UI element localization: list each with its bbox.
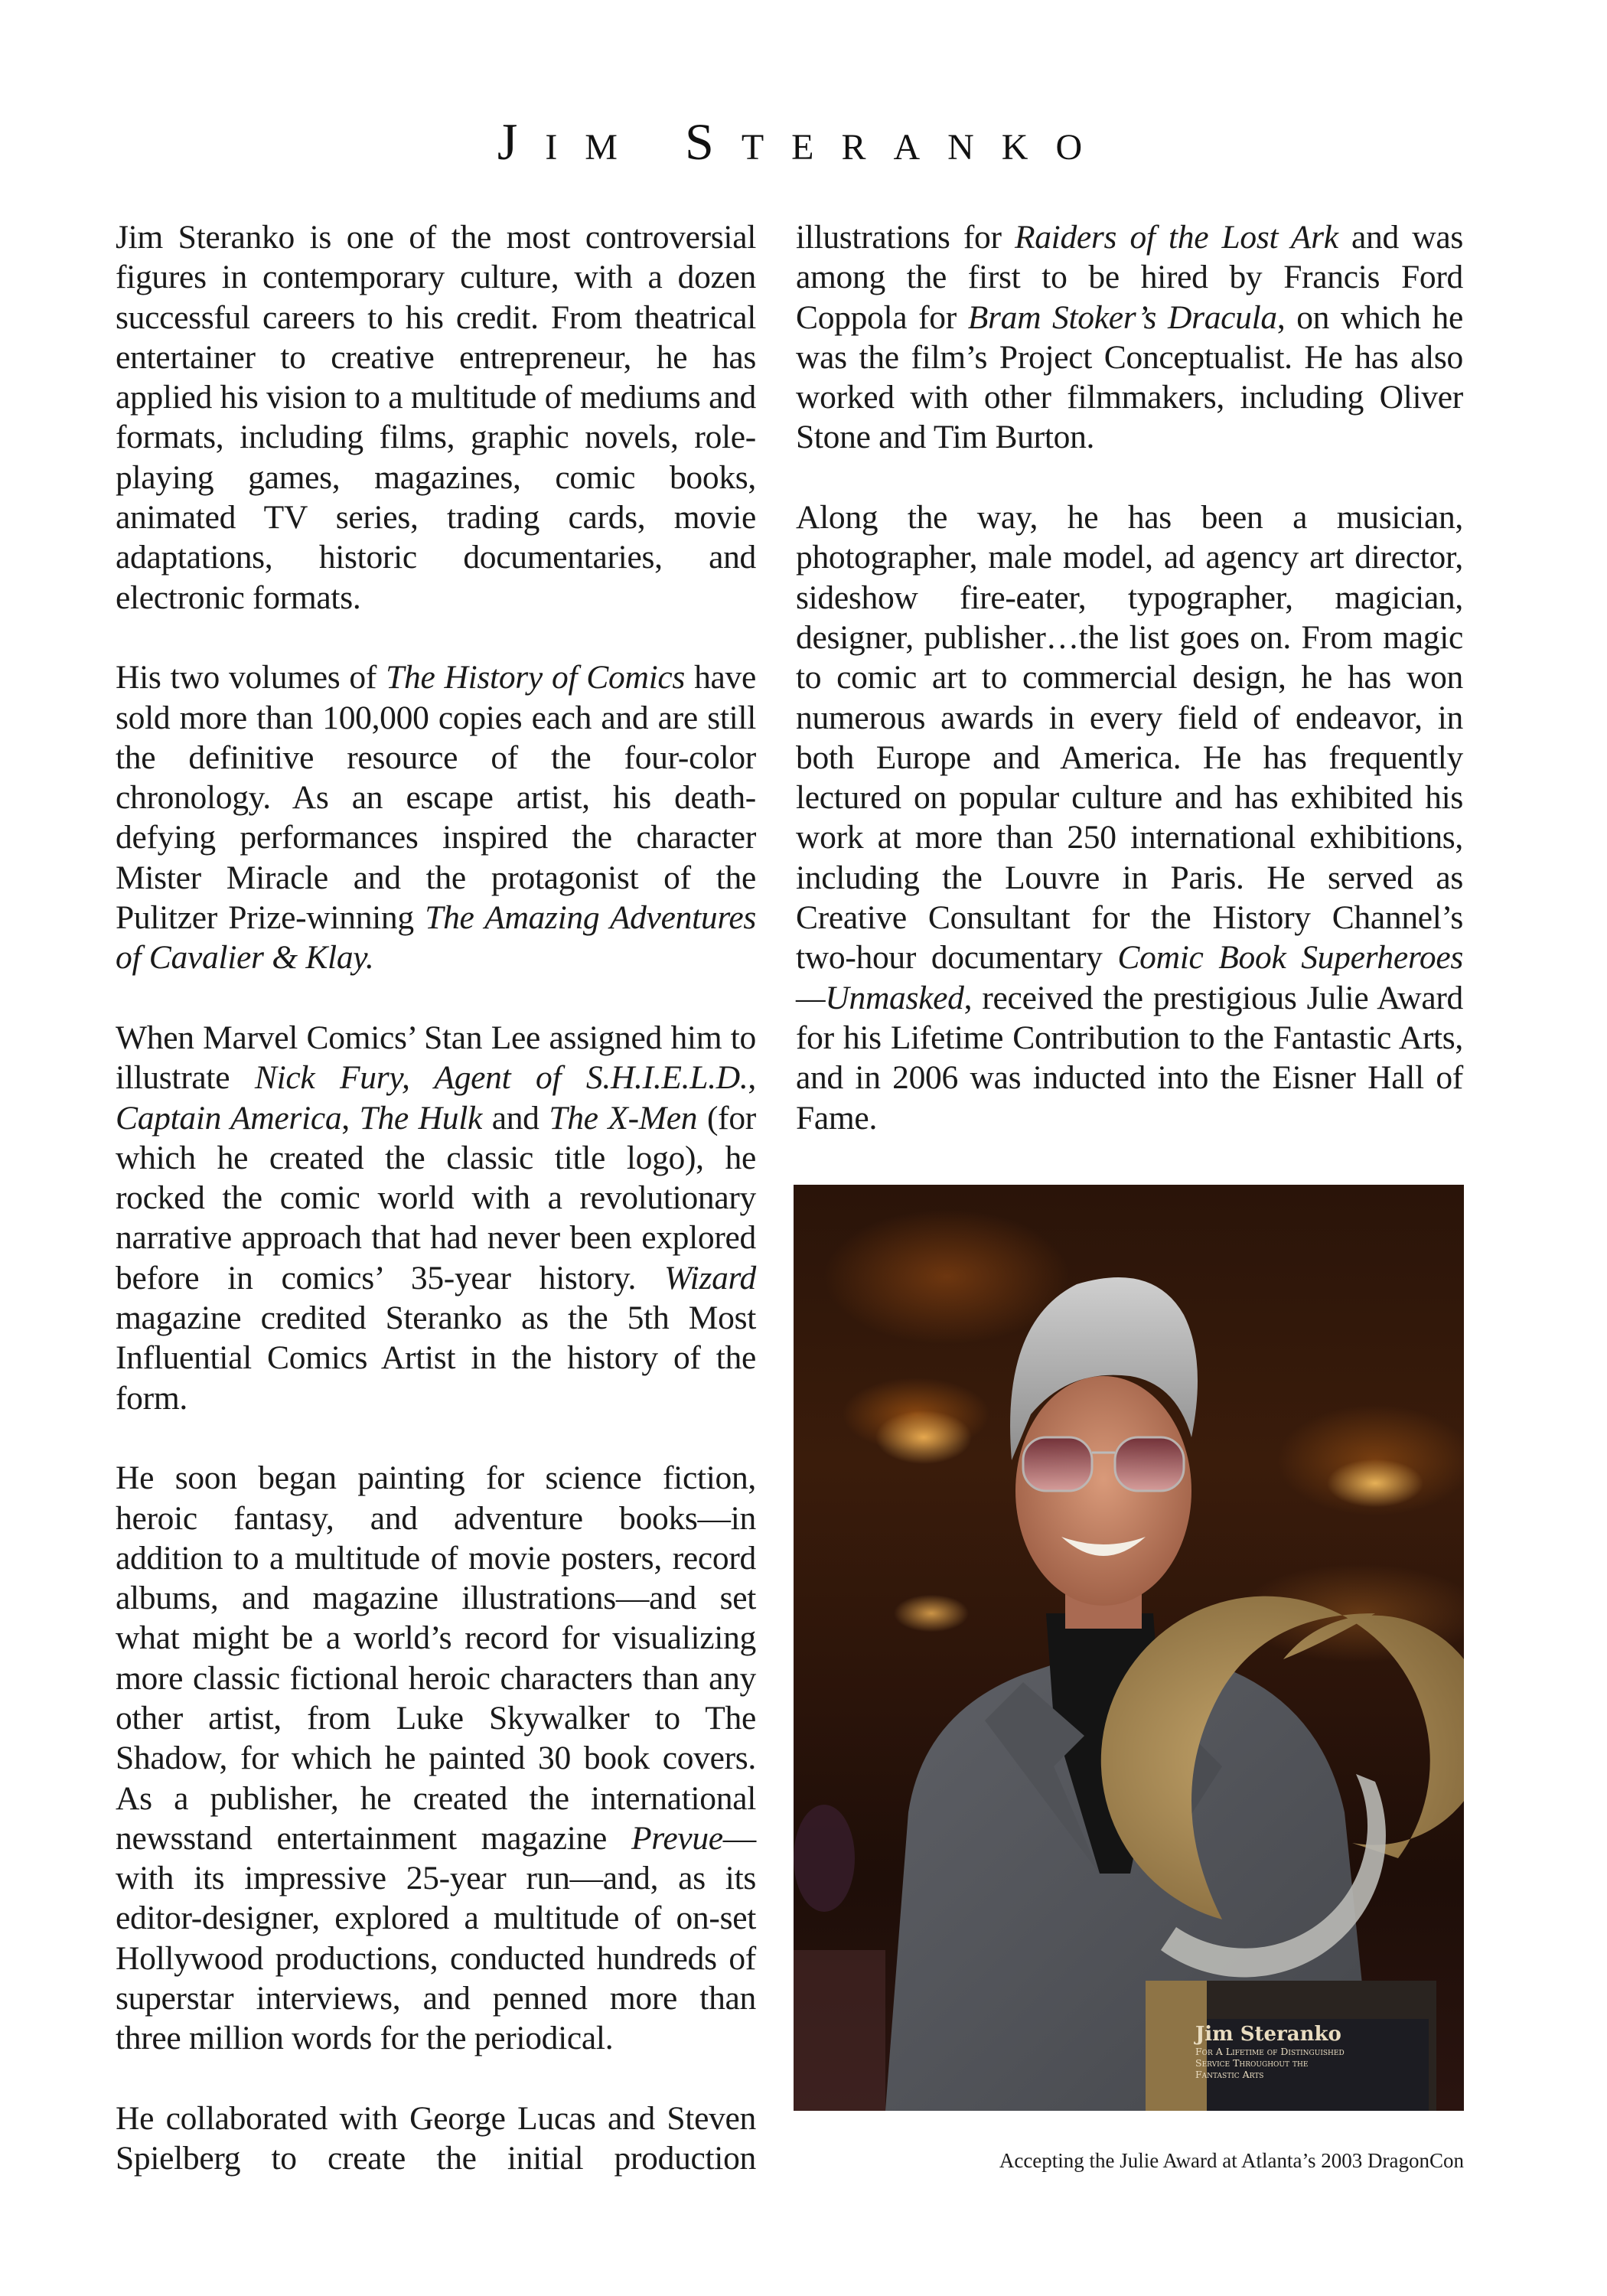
text-span: Along the way, he has been a musician, photographer, male model, ad agency art director, sideshow fire-eater, typographer, magician, designer, publisher…the list goes on. From magic to comic art to commercial design, he has won numerous awards in every field of endeavor, in both Europe and America. He has frequently lectured on popular culture and has exhibited his work at more than 250 international exhibitions, including the Louvre in Paris. He served as Creative Consultant for the History Channel’s two-hour documentary <box>796 499 1463 977</box>
comic-title: The Hulk <box>359 1099 482 1137</box>
award-photo <box>794 1185 1464 2111</box>
book-title: The History of Comics <box>386 659 686 696</box>
comic-title: Nick Fury, Agent of S.H.I.E.L.D. <box>254 1059 748 1097</box>
paragraph-marvel <box>116 1018 756 1418</box>
title-first-name: Jim <box>497 113 645 171</box>
magazine-title: Prevue <box>631 1819 723 1857</box>
paragraph-lucas-spielberg: He collaborated with George Lucas and Steven Spielberg to create the initial production <box>116 2099 756 2177</box>
paragraph-painting-publishing <box>116 1458 756 2058</box>
paragraph-careers-awards <box>796 497 1463 1138</box>
book-title: The Amazing Adventures of Cavalier & Klay. <box>116 899 756 977</box>
magazine-title: Wizard <box>664 1259 756 1296</box>
plaque-line: For A Lifetime of Distinguished <box>1195 2046 1345 2057</box>
left-column <box>116 217 756 2179</box>
page-title <box>0 107 1607 176</box>
right-column <box>796 217 1463 1138</box>
plaque-line: Fantastic Arts <box>1195 2069 1264 2080</box>
text-span: illustrations for <box>796 219 1015 256</box>
text-span: and <box>482 1099 549 1137</box>
text-span: , on which he was the film’s Project Conceptualist. He has also worked with other filmmakers, including Oliver Stone and Tim Burton. <box>796 298 1464 456</box>
photo-caption: Accepting the Julie Award at Atlanta’s 2003 DragonCon <box>999 2149 1464 2172</box>
paragraph-history-of-comics <box>116 657 756 977</box>
title-last-name: Steranko <box>685 113 1110 171</box>
paragraph-intro: Jim Steranko is one of the most controversial figures in contemporary culture, with a dozen successful careers to his credit. From theatrical entertainer to creative entrepreneur, he has applied his vision to a multitude of mediums and formats, including films, graphic novels, role-playing games, magazines, comic books, animated TV series, trading cards, movie adaptations, historic documentaries, and electronic formats. <box>116 219 756 616</box>
text-span: His two volumes of <box>116 659 386 696</box>
text-span: He soon began painting for science fiction, heroic fantasy, and adventure books—in addition to a multitude of movie posters, record albums, and magazine illustrations—and set what might be a world’s record for visualizing more classic fictional heroic characters than any other artist, from Luke Skywalker to The Shadow, for which he painted 30 book covers. As a publisher, he created the international newsstand entertainment magazine <box>116 1459 756 1857</box>
photo-illustration <box>794 1185 1464 2111</box>
text-span: , <box>341 1099 360 1137</box>
comic-title: The X-Men <box>549 1099 698 1137</box>
text-span: magazine credited Steranko as the 5th Most Influential Comics Artist in the history of the form. <box>116 1300 756 1417</box>
text-span: have sold more than 100,000 copies each and are still the definitive resource of the four-color chronology. As an escape artist, his death-defying performances inspired the character Mister Miracle and the protagonist of the Pulitzer Prize-winning <box>116 659 756 937</box>
text-span: —with its impressive 25-year run—and, as its editor-designer, explored a multitude of on-set Hollywood productions, conducted hundreds of superstar interviews, and penned more than three million words for the periodical. <box>116 1819 756 2057</box>
text-span: , <box>748 1059 756 1097</box>
text-span: , received the prestigious Julie Award for his Lifetime Contribution to the Fantastic Arts, and in 2006 was inducted into the Eisner Hall of Fame. <box>796 979 1463 1137</box>
plaque-name: Jim Steranko <box>1195 2023 1341 2046</box>
documentary-title: Comic Book Superheroes—Unmasked <box>796 939 1463 1016</box>
text-span: and was among the first to be hired by Francis Ford Coppola for <box>796 219 1463 336</box>
comic-title: Captain America <box>116 1099 342 1137</box>
paragraph-films <box>796 217 1463 458</box>
film-title: Bram Stoker’s Dracula <box>967 298 1277 336</box>
film-title: Raiders of the Lost Ark <box>1014 219 1338 256</box>
plaque-line: Service Throughout the <box>1195 2057 1309 2069</box>
text-span: (for which he created the classic title logo), he rocked the comic world with a revolutionary narrative approach that had never been explored before in comics’ 35-year history. <box>116 1099 756 1296</box>
text-span: When Marvel Comics’ Stan Lee assigned him to illustrate <box>116 1019 756 1097</box>
